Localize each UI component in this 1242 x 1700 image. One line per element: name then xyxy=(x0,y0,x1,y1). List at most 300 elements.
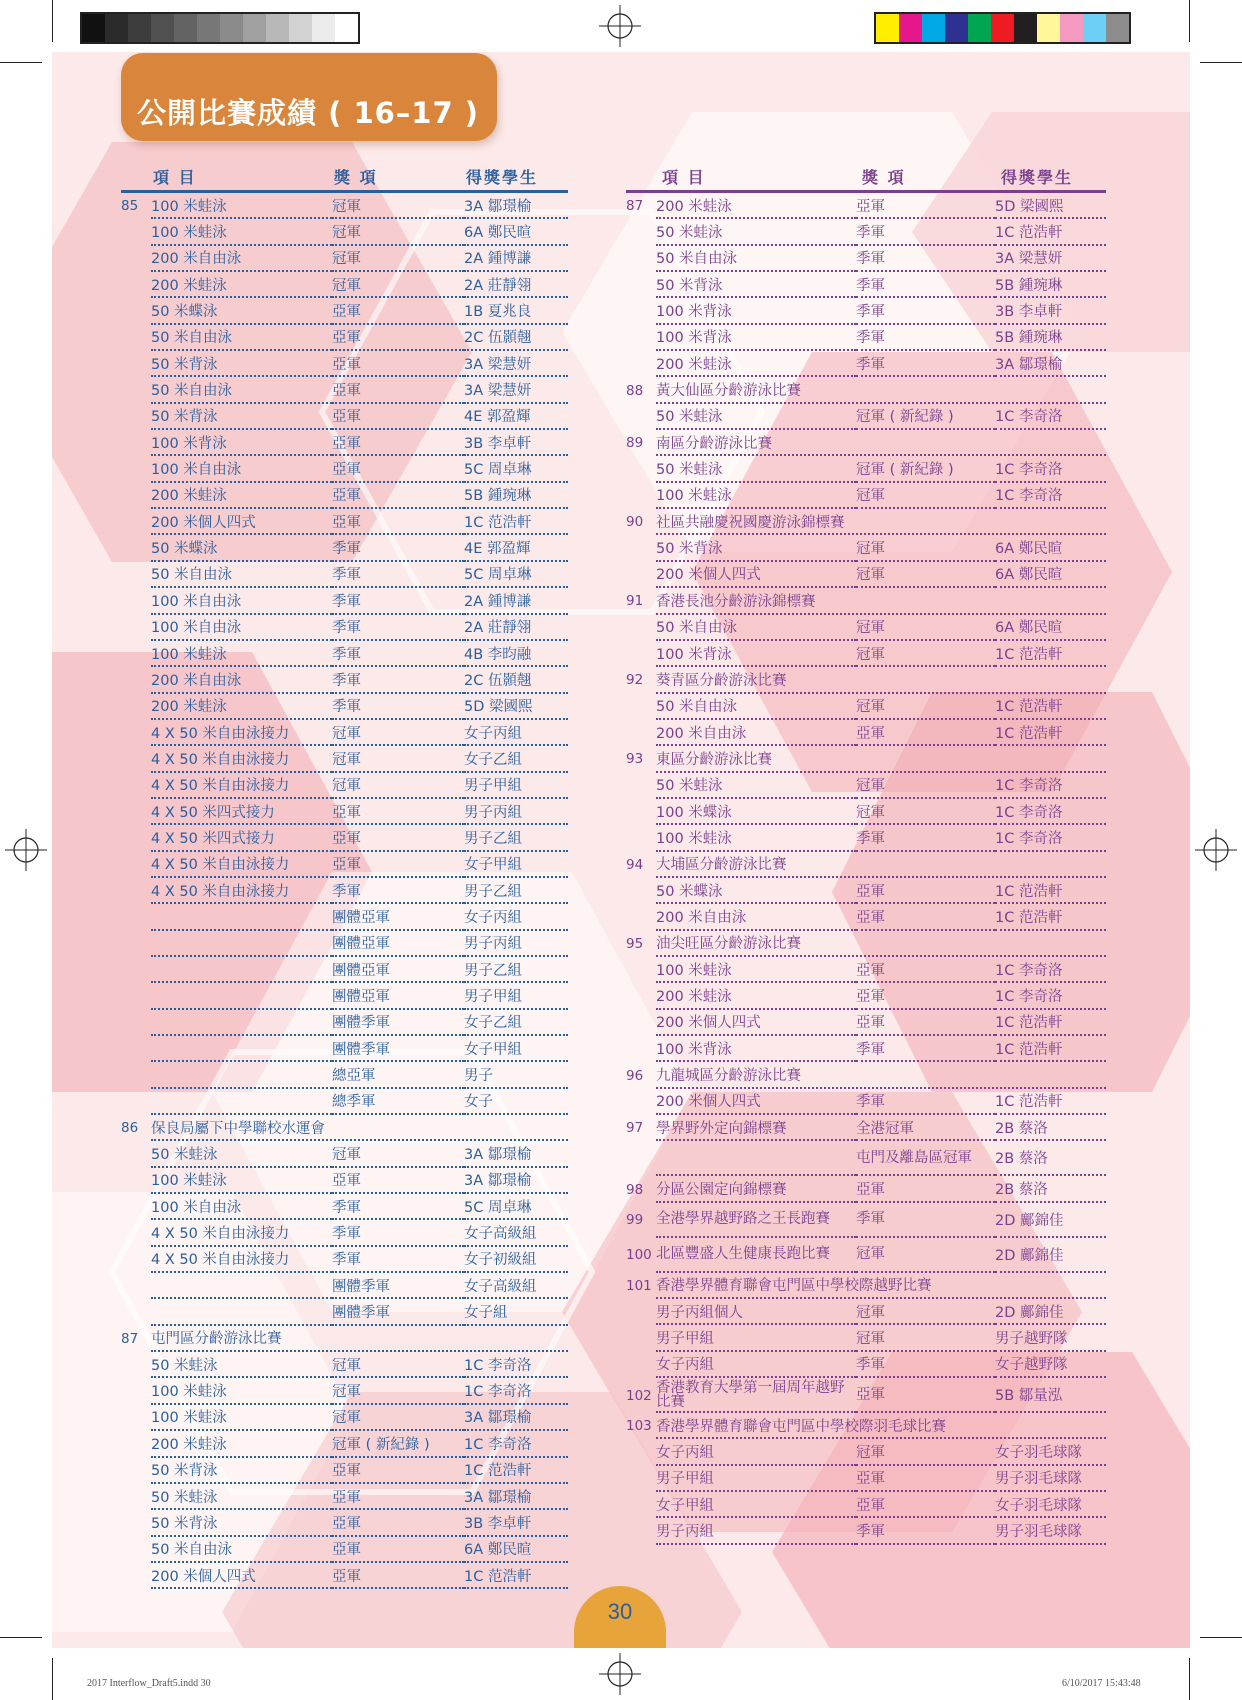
item-number: 96 xyxy=(626,1067,644,1084)
crop-mark xyxy=(0,1637,42,1638)
competition-title: 葵青區分齡游泳比賽 xyxy=(656,667,1106,693)
page-title: 公開比賽成績 ( 16–17 ) xyxy=(137,96,480,130)
award-name: 亞軍 xyxy=(856,1492,995,1518)
event-name: 200 米個人四式 xyxy=(656,1089,856,1115)
header-award: 獎 項 xyxy=(862,168,906,187)
item-number: 100 xyxy=(626,1247,652,1264)
event-name: 男子甲組 xyxy=(656,1466,856,1492)
result-row xyxy=(121,957,568,983)
item-number: 87 xyxy=(626,198,644,215)
header-award: 獎 項 xyxy=(334,168,378,187)
result-row xyxy=(121,1220,568,1246)
competition-title-row xyxy=(626,667,1106,693)
award-name: 季軍 xyxy=(332,694,464,720)
competition-title-row xyxy=(626,931,1106,957)
result-row xyxy=(121,1089,568,1115)
award-name: 團體季軍 xyxy=(332,1010,464,1036)
student-name: 6A 鄭民暄 xyxy=(995,535,1106,561)
competition-title: 屯門區分齡游泳比賽 xyxy=(151,1326,568,1352)
award-name: 亞軍 xyxy=(332,298,464,324)
award-name: 季軍 xyxy=(332,641,464,667)
result-row xyxy=(626,825,1106,851)
award-name: 全港冠軍 xyxy=(856,1115,995,1141)
result-row xyxy=(121,1405,568,1431)
color-bar xyxy=(874,12,1131,44)
result-row xyxy=(121,1378,568,1404)
student-name: 女子初級組 xyxy=(464,1247,568,1273)
event-name: 50 米蝶泳 xyxy=(151,535,332,561)
event-name: 200 米自由泳 xyxy=(656,904,856,930)
student-name: 1C 范浩軒 xyxy=(995,694,1106,720)
result-row xyxy=(626,1036,1106,1062)
item-number: 98 xyxy=(626,1181,644,1198)
event-name: 50 米蛙泳 xyxy=(656,456,856,482)
student-name: 男子乙組 xyxy=(464,878,568,904)
competition-title: 黃大仙區分齡游泳比賽 xyxy=(656,377,1106,403)
event-name: 200 米蛙泳 xyxy=(656,193,856,219)
event-name: 50 米蛙泳 xyxy=(151,1352,332,1378)
award-name: 團體亞軍 xyxy=(332,931,464,957)
event-name: 女子丙組 xyxy=(656,1352,856,1378)
student-name: 女子越野隊 xyxy=(995,1352,1106,1378)
event-name: 50 米背泳 xyxy=(656,272,856,298)
competition-title-row xyxy=(626,377,1106,403)
crop-mark xyxy=(0,62,42,63)
award-name: 總亞軍 xyxy=(332,1062,464,1088)
registration-mark-icon xyxy=(599,5,641,47)
event-name xyxy=(151,1273,332,1299)
competition-title-row xyxy=(121,1326,568,1352)
event-name: 100 米蛙泳 xyxy=(151,1378,332,1404)
award-name: 屯門及離島區冠軍 xyxy=(856,1141,995,1176)
event-name: 100 米背泳 xyxy=(656,298,856,324)
result-row xyxy=(626,904,1106,930)
event-name xyxy=(151,1299,332,1325)
award-name: 亞軍 xyxy=(856,1176,995,1202)
result-row xyxy=(121,562,568,588)
award-name: 冠軍 xyxy=(332,1141,464,1167)
award-name: 季軍 xyxy=(856,325,995,351)
competition-title-row xyxy=(626,430,1106,456)
event-name xyxy=(151,1036,332,1062)
student-name: 1C 范浩軒 xyxy=(995,878,1106,904)
registration-mark-icon xyxy=(599,1653,641,1695)
event-name: 50 米自由泳 xyxy=(151,562,332,588)
award-name: 冠軍 xyxy=(332,272,464,298)
student-name: 1C 李奇洛 xyxy=(464,1352,568,1378)
award-name: 冠軍 xyxy=(856,799,995,825)
award-name: 亞軍 xyxy=(332,351,464,377)
award-name: 季軍 xyxy=(856,351,995,377)
event-name: 200 米蛙泳 xyxy=(656,351,856,377)
student-name: 男子丙組 xyxy=(464,799,568,825)
page-number: 30 xyxy=(607,1599,633,1624)
result-row xyxy=(121,1563,568,1589)
item-number: 86 xyxy=(121,1120,139,1137)
student-name: 4E 郭盈輝 xyxy=(464,404,568,430)
award-name: 亞軍 xyxy=(332,1537,464,1563)
result-row xyxy=(626,694,1106,720)
award-name: 亞軍 xyxy=(332,430,464,456)
event-name: 200 米蛙泳 xyxy=(656,983,856,1009)
award-name: 冠軍 xyxy=(332,246,464,272)
title-banner xyxy=(121,53,497,141)
event-name: 50 米蝶泳 xyxy=(151,298,332,324)
student-name: 4B 李昀融 xyxy=(464,641,568,667)
student-name: 2A 莊靜翎 xyxy=(464,615,568,641)
result-row xyxy=(626,193,1106,219)
crop-mark xyxy=(1189,0,1190,42)
student-name: 男子羽毛球隊 xyxy=(995,1466,1106,1492)
result-row xyxy=(626,1238,1106,1273)
result-row xyxy=(121,878,568,904)
event-name: 50 米蝶泳 xyxy=(656,878,856,904)
grayscale-bar xyxy=(80,12,360,44)
event-name: 100 米蛙泳 xyxy=(151,641,332,667)
event-name: 200 米蛙泳 xyxy=(151,694,332,720)
competition-title: 香港長池分齡游泳錦標賽 xyxy=(656,588,1106,614)
award-name: 冠軍 xyxy=(332,219,464,245)
award-name: 季軍 xyxy=(856,272,995,298)
event-name: 50 米自由泳 xyxy=(151,377,332,403)
result-row xyxy=(121,483,568,509)
award-name: 冠軍 xyxy=(856,773,995,799)
student-name: 5B 鄒量泓 xyxy=(995,1378,1106,1413)
result-row xyxy=(121,325,568,351)
award-name: 季軍 xyxy=(856,246,995,272)
student-name: 6A 鄭民暄 xyxy=(464,1537,568,1563)
award-name: 冠軍 xyxy=(856,562,995,588)
student-name: 1C 范浩軒 xyxy=(464,509,568,535)
result-row xyxy=(626,799,1106,825)
student-name: 3A 鄒璟榆 xyxy=(464,1405,568,1431)
award-name: 冠軍 xyxy=(856,535,995,561)
award-name: 季軍 xyxy=(332,1220,464,1246)
result-row xyxy=(626,641,1106,667)
event-name xyxy=(151,931,332,957)
student-name: 1C 范浩軒 xyxy=(995,1089,1106,1115)
student-name: 5B 鍾琬琳 xyxy=(464,483,568,509)
award-name: 亞軍 xyxy=(332,1458,464,1484)
results-list-right xyxy=(626,193,1106,1545)
crop-mark xyxy=(1200,62,1242,63)
result-row xyxy=(121,404,568,430)
event-name: 100 米自由泳 xyxy=(151,615,332,641)
award-name: 冠軍 xyxy=(856,1325,995,1351)
student-name: 1C 李奇洛 xyxy=(995,456,1106,482)
student-name: 3A 梁慧妍 xyxy=(464,351,568,377)
result-row xyxy=(626,1378,1106,1413)
result-row xyxy=(626,878,1106,904)
item-number: 95 xyxy=(626,935,644,952)
result-row xyxy=(626,1325,1106,1351)
event-name: 100 米蛙泳 xyxy=(656,957,856,983)
student-name: 1C 李奇洛 xyxy=(995,404,1106,430)
result-row xyxy=(121,298,568,324)
student-name: 2B 蔡洛 xyxy=(995,1176,1106,1202)
award-name: 亞軍 xyxy=(332,509,464,535)
event-name: 50 米自由泳 xyxy=(151,325,332,351)
student-name: 2D 鄺錦佳 xyxy=(995,1203,1106,1238)
award-name: 冠軍 xyxy=(856,615,995,641)
event-name: 男子丙組個人 xyxy=(656,1299,856,1325)
award-name: 團體亞軍 xyxy=(332,904,464,930)
event-name: 女子丙組 xyxy=(656,1439,856,1465)
student-name: 1B 夏兆良 xyxy=(464,298,568,324)
event-name: 北區豐盛人生健康長跑比賽 xyxy=(656,1238,856,1273)
column-header xyxy=(121,158,568,193)
student-name: 2A 莊靜翎 xyxy=(464,272,568,298)
result-row xyxy=(626,404,1106,430)
award-name: 季軍 xyxy=(332,878,464,904)
event-name: 100 米蝶泳 xyxy=(656,799,856,825)
result-row xyxy=(121,1247,568,1273)
student-name: 男子丙組 xyxy=(464,931,568,957)
event-name: 50 米背泳 xyxy=(151,1510,332,1536)
event-name: 200 米個人四式 xyxy=(656,562,856,588)
award-name: 團體亞軍 xyxy=(332,957,464,983)
result-row xyxy=(626,325,1106,351)
award-name: 季軍 xyxy=(856,825,995,851)
award-name: 冠軍 ( 新紀錄 ) xyxy=(332,1431,464,1457)
crop-mark xyxy=(52,0,53,42)
award-name: 季軍 xyxy=(332,535,464,561)
event-name: 100 米自由泳 xyxy=(151,456,332,482)
award-name: 亞軍 xyxy=(332,1168,464,1194)
competition-title-row xyxy=(626,1062,1106,1088)
student-name: 1C 李奇洛 xyxy=(995,983,1106,1009)
result-row xyxy=(121,720,568,746)
event-name xyxy=(151,1062,332,1088)
award-name: 亞軍 xyxy=(332,1510,464,1536)
award-name: 亞軍 xyxy=(856,957,995,983)
event-name: 100 米背泳 xyxy=(151,430,332,456)
competition-title-row xyxy=(626,588,1106,614)
student-name: 1C 范浩軒 xyxy=(995,219,1106,245)
student-name: 1C 李奇洛 xyxy=(995,483,1106,509)
award-name: 季軍 xyxy=(332,1194,464,1220)
award-name: 冠軍 xyxy=(856,1238,995,1273)
item-number: 91 xyxy=(626,593,644,610)
student-name: 3A 鄒璟榆 xyxy=(464,1168,568,1194)
student-name: 1C 范浩軒 xyxy=(995,720,1106,746)
student-name: 2A 鍾博謙 xyxy=(464,246,568,272)
student-name: 女子 xyxy=(464,1089,568,1115)
result-row xyxy=(626,1439,1106,1465)
result-row xyxy=(121,641,568,667)
event-name: 4 X 50 米自由泳接力 xyxy=(151,1220,332,1246)
award-name: 亞軍 xyxy=(332,1484,464,1510)
result-row xyxy=(626,562,1106,588)
competition-title-row xyxy=(626,746,1106,772)
award-name: 冠軍 ( 新紀錄 ) xyxy=(856,456,995,482)
event-name: 200 米蛙泳 xyxy=(151,1431,332,1457)
student-name: 女子高級組 xyxy=(464,1220,568,1246)
event-name: 100 米蛙泳 xyxy=(151,193,332,219)
result-row xyxy=(626,1176,1106,1202)
award-name: 亞軍 xyxy=(332,825,464,851)
result-row xyxy=(626,1203,1106,1238)
student-name: 女子丙組 xyxy=(464,904,568,930)
student-name: 男子羽毛球隊 xyxy=(995,1518,1106,1544)
header-student: 得獎學生 xyxy=(1001,168,1074,187)
competition-title-row xyxy=(626,509,1106,535)
student-name: 2B 蔡洛 xyxy=(995,1141,1106,1176)
event-name xyxy=(656,1141,856,1176)
award-name: 冠軍 xyxy=(856,483,995,509)
result-row xyxy=(121,1194,568,1220)
result-row xyxy=(626,1089,1106,1115)
student-name: 2A 鍾博謙 xyxy=(464,588,568,614)
event-name: 全港學界越野路之王長跑賽 xyxy=(656,1203,856,1238)
result-row xyxy=(626,615,1106,641)
result-row xyxy=(626,219,1106,245)
student-name: 女子甲組 xyxy=(464,1036,568,1062)
student-name: 1C 李奇洛 xyxy=(995,825,1106,851)
award-name: 冠軍 xyxy=(332,773,464,799)
result-row xyxy=(626,456,1106,482)
student-name: 3A 梁慧妍 xyxy=(464,377,568,403)
result-row xyxy=(121,1458,568,1484)
result-row xyxy=(626,1466,1106,1492)
student-name: 女子羽毛球隊 xyxy=(995,1492,1106,1518)
award-name: 團體季軍 xyxy=(332,1036,464,1062)
student-name: 男子甲組 xyxy=(464,983,568,1009)
event-name: 4 X 50 米自由泳接力 xyxy=(151,773,332,799)
item-number: 92 xyxy=(626,672,644,689)
award-name: 季軍 xyxy=(856,1518,995,1544)
student-name: 3A 鄒璟榆 xyxy=(464,1484,568,1510)
award-name: 冠軍 xyxy=(856,1439,995,1465)
student-name: 男子乙組 xyxy=(464,825,568,851)
result-row xyxy=(626,1141,1106,1176)
student-name: 6A 鄭民暄 xyxy=(464,219,568,245)
student-name: 1C 李奇洛 xyxy=(464,1378,568,1404)
result-row xyxy=(121,773,568,799)
result-row xyxy=(121,615,568,641)
result-row xyxy=(626,272,1106,298)
result-row xyxy=(121,509,568,535)
student-name: 女子乙組 xyxy=(464,746,568,772)
student-name: 5D 梁國熙 xyxy=(995,193,1106,219)
student-name: 女子甲組 xyxy=(464,852,568,878)
student-name: 1C 范浩軒 xyxy=(995,1036,1106,1062)
student-name: 3A 梁慧妍 xyxy=(995,246,1106,272)
result-row xyxy=(121,351,568,377)
result-row xyxy=(121,219,568,245)
event-name: 100 米自由泳 xyxy=(151,1194,332,1220)
result-row xyxy=(121,852,568,878)
result-row xyxy=(626,1115,1106,1141)
crop-mark xyxy=(52,1658,53,1700)
event-name: 50 米蛙泳 xyxy=(656,219,856,245)
event-name: 香港教育大學第一屆周年越野比賽 xyxy=(656,1378,856,1413)
event-name: 100 米背泳 xyxy=(656,641,856,667)
competition-title-row xyxy=(626,1413,1106,1439)
competition-title: 香港學界體育聯會屯門區中學校際越野比賽 xyxy=(656,1273,1106,1299)
item-number: 85 xyxy=(121,198,139,215)
event-name: 100 米蛙泳 xyxy=(151,1405,332,1431)
event-name: 50 米蛙泳 xyxy=(656,404,856,430)
award-name: 亞軍 xyxy=(856,904,995,930)
result-row xyxy=(121,694,568,720)
result-row xyxy=(626,298,1106,324)
competition-title: 九龍城區分齡游泳比賽 xyxy=(656,1062,1106,1088)
student-name: 5C 周卓琳 xyxy=(464,562,568,588)
award-name: 亞軍 xyxy=(332,325,464,351)
result-row xyxy=(121,1484,568,1510)
award-name: 季軍 xyxy=(856,1352,995,1378)
event-name: 100 米背泳 xyxy=(656,325,856,351)
item-number: 94 xyxy=(626,856,644,873)
competition-title: 大埔區分齡游泳比賽 xyxy=(656,852,1106,878)
student-name: 5C 周卓琳 xyxy=(464,1194,568,1220)
student-name: 1C 范浩軒 xyxy=(464,1563,568,1589)
result-row xyxy=(626,720,1106,746)
student-name: 1C 范浩軒 xyxy=(995,904,1106,930)
award-name: 亞軍 xyxy=(332,852,464,878)
result-row xyxy=(121,931,568,957)
item-number: 101 xyxy=(626,1277,652,1294)
student-name: 1C 李奇洛 xyxy=(995,957,1106,983)
event-name: 200 米自由泳 xyxy=(656,720,856,746)
item-number: 90 xyxy=(626,514,644,531)
registration-mark-icon xyxy=(5,829,47,871)
event-name xyxy=(151,904,332,930)
event-name: 100 米蛙泳 xyxy=(151,219,332,245)
item-number: 93 xyxy=(626,751,644,768)
student-name: 男子乙組 xyxy=(464,957,568,983)
award-name: 團體季軍 xyxy=(332,1273,464,1299)
event-name: 100 米蛙泳 xyxy=(151,1168,332,1194)
event-name: 女子甲組 xyxy=(656,1492,856,1518)
student-name: 女子高級組 xyxy=(464,1273,568,1299)
award-name: 季軍 xyxy=(856,1089,995,1115)
student-name: 男子 xyxy=(464,1062,568,1088)
event-name: 50 米自由泳 xyxy=(656,694,856,720)
result-row xyxy=(121,904,568,930)
award-name: 亞軍 xyxy=(856,878,995,904)
result-row xyxy=(121,588,568,614)
student-name: 4E 郭盈輝 xyxy=(464,535,568,561)
award-name: 團體季軍 xyxy=(332,1299,464,1325)
event-name xyxy=(151,957,332,983)
competition-title-row xyxy=(121,1115,568,1141)
student-name: 5D 梁國熙 xyxy=(464,694,568,720)
award-name: 季軍 xyxy=(332,588,464,614)
student-name: 女子羽毛球隊 xyxy=(995,1439,1106,1465)
header-event: 項 目 xyxy=(662,168,706,187)
award-name: 冠軍 xyxy=(332,193,464,219)
event-name: 200 米個人四式 xyxy=(151,1563,332,1589)
results-column-right xyxy=(626,158,1106,1545)
result-row xyxy=(626,773,1106,799)
item-number: 88 xyxy=(626,382,644,399)
event-name: 50 米自由泳 xyxy=(151,1537,332,1563)
student-name: 2D 鄺錦佳 xyxy=(995,1299,1106,1325)
result-row xyxy=(121,825,568,851)
award-name: 季軍 xyxy=(856,219,995,245)
event-name: 50 米蛙泳 xyxy=(151,1141,332,1167)
award-name: 亞軍 xyxy=(856,1378,995,1413)
result-row xyxy=(626,1352,1106,1378)
student-name: 3B 李卓軒 xyxy=(464,1510,568,1536)
award-name: 季軍 xyxy=(332,615,464,641)
event-name: 4 X 50 米自由泳接力 xyxy=(151,878,332,904)
header-event: 項 目 xyxy=(153,168,197,187)
item-number: 89 xyxy=(626,435,644,452)
student-name: 女子丙組 xyxy=(464,720,568,746)
